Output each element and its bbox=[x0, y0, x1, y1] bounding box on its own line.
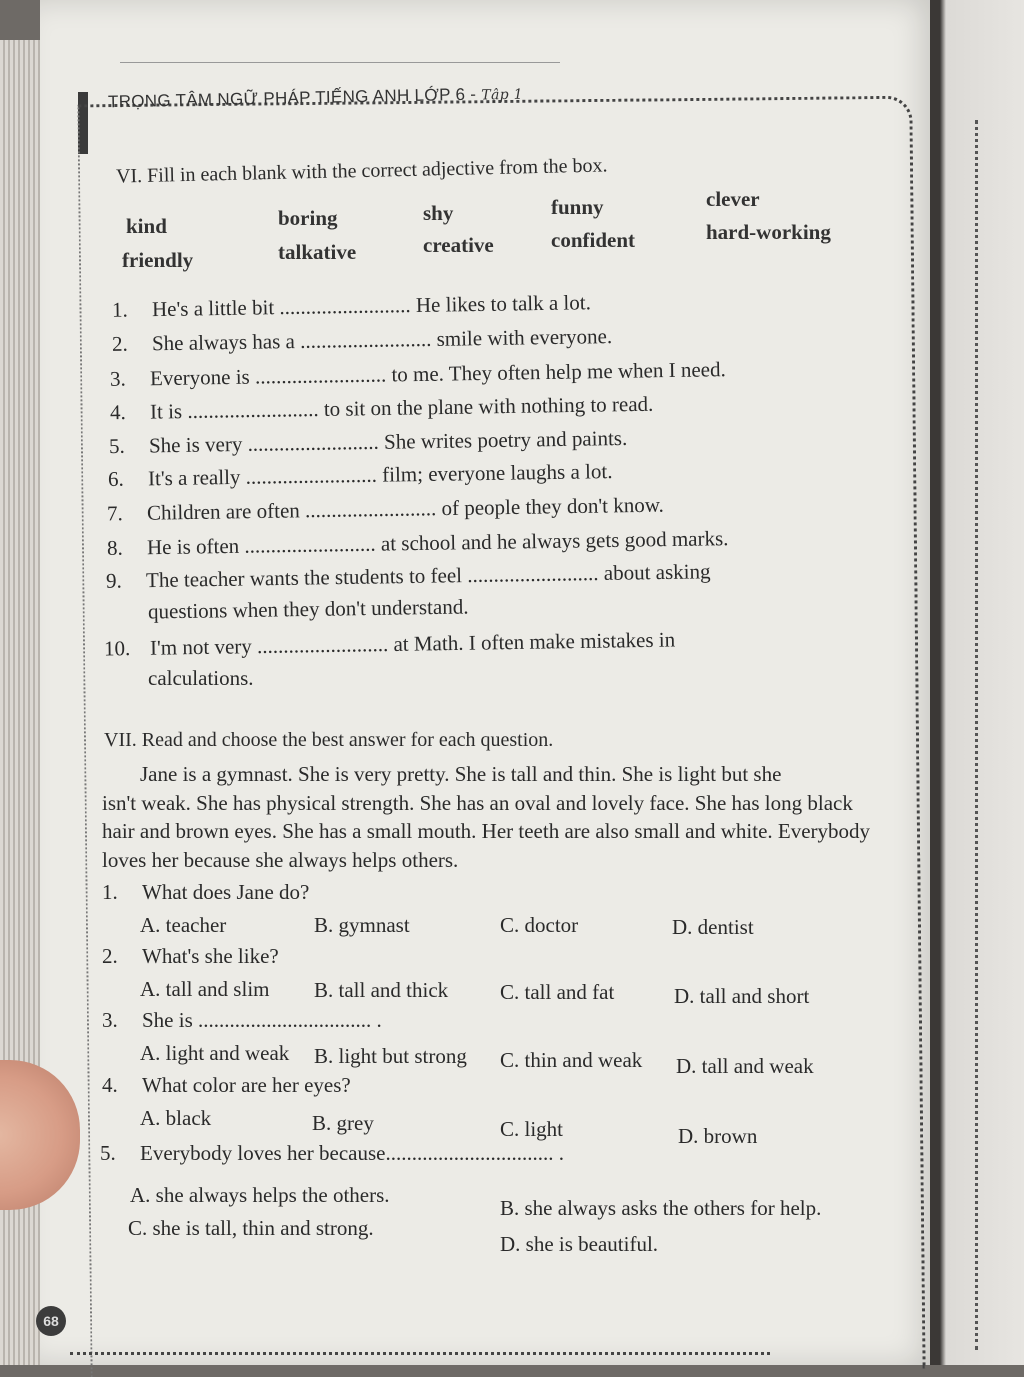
answer-option: A. tall and slim bbox=[140, 977, 270, 1001]
exercise-item: 9. The teacher wants the students to feel ......................... about asking bbox=[105, 559, 711, 593]
word-box-item: shy bbox=[423, 201, 454, 225]
book-volume: Tập 1 bbox=[481, 86, 524, 104]
question: 5. Everybody loves her because................................ . bbox=[100, 1141, 564, 1165]
word-box-item: talkative bbox=[278, 240, 357, 264]
section-6-title: VI. Fill in each blank with the correct adjective from the box. bbox=[115, 154, 608, 188]
word-box-item: hard-working bbox=[706, 220, 831, 244]
answer-option: C. thin and weak bbox=[500, 1048, 643, 1072]
answer-option: D. she is beautiful. bbox=[500, 1232, 659, 1256]
exercise-item: 4. It is ......................... to sit on the plane with nothing to read. bbox=[109, 391, 654, 425]
answer-option: A. black bbox=[140, 1106, 212, 1130]
word-box-item: funny bbox=[551, 195, 604, 219]
exercise-item: 5. She is very ......................... She writes poetry and paints. bbox=[108, 425, 628, 459]
answer-option: C. tall and fat bbox=[500, 980, 615, 1004]
answer-option: A. light and weak bbox=[140, 1041, 290, 1065]
section-7-title: VII. Read and choose the best answer for each question. bbox=[104, 729, 554, 751]
word-box-item: friendly bbox=[122, 248, 194, 272]
bottom-border bbox=[70, 1352, 770, 1355]
answer-option: D. tall and weak bbox=[676, 1054, 814, 1078]
reading-passage bbox=[102, 760, 882, 874]
answer-option: C. she is tall, thin and strong. bbox=[128, 1216, 374, 1240]
exercise-item-continuation: calculations. bbox=[148, 666, 254, 690]
answer-option: B. gymnast bbox=[314, 913, 410, 937]
book-title: TRỌNG TÂM NGỮ PHÁP TIẾNG ANH LỚP 6 - bbox=[107, 84, 477, 112]
answer-option: B. light but strong bbox=[314, 1044, 467, 1068]
question: 4. What color are her eyes? bbox=[102, 1073, 351, 1097]
exercise-item: 2. She always has a ......................... smile with everyone. bbox=[111, 324, 613, 356]
question: 1. What does Jane do? bbox=[102, 880, 310, 904]
passage-first-line: Jane is a gymnast. She is very pretty. She is tall and thin. She is light but she bbox=[140, 762, 782, 786]
answer-option: A. she always helps the others. bbox=[130, 1183, 390, 1207]
word-box-item: confident bbox=[551, 228, 635, 252]
passage-rest: isn't weak. She has physical strength. She has an oval and lovely face. She has long black hair and brown eyes. She has a small mouth. Her teeth are also small and white. Everybody loves her because she always helps others. bbox=[102, 790, 871, 872]
page-number: 68 bbox=[36, 1306, 66, 1336]
word-box-item: boring bbox=[278, 206, 338, 230]
word-box-item: creative bbox=[423, 233, 494, 257]
exercise-item: 7. Children are often ......................... of people they don't know. bbox=[106, 492, 664, 526]
answer-option: D. dentist bbox=[672, 915, 754, 939]
answer-option: C. light bbox=[500, 1117, 564, 1141]
exercise-item: 6. It's a really ......................... film; everyone laughs a lot. bbox=[107, 459, 613, 491]
answer-option: B. she always asks the others for help. bbox=[500, 1196, 822, 1220]
exercise-item: 8. He is often ......................... at school and he always gets good marks. bbox=[106, 526, 729, 560]
answer-option: B. tall and thick bbox=[314, 978, 449, 1002]
answer-option: D. brown bbox=[678, 1124, 758, 1148]
answer-option: A. teacher bbox=[140, 913, 227, 937]
answer-option: D. tall and short bbox=[674, 984, 810, 1008]
exercise-item: 10. I'm not very ......................... at Math. I often make mistakes in bbox=[103, 627, 676, 661]
answer-option: C. doctor bbox=[500, 913, 579, 937]
question: 3. She is ................................. . bbox=[102, 1008, 382, 1032]
word-box-item: clever bbox=[706, 187, 760, 211]
exercise-item: 1. He's a little bit ......................... He likes to talk a lot. bbox=[111, 290, 592, 322]
answer-option: B. grey bbox=[312, 1111, 374, 1135]
exercise-item-continuation: questions when they don't understand. bbox=[147, 594, 469, 624]
word-box-item: kind bbox=[126, 214, 167, 238]
question: 2. What's she like? bbox=[102, 944, 279, 968]
exercise-item: 3. Everyone is ......................... to me. They often help me when I need. bbox=[109, 357, 726, 391]
